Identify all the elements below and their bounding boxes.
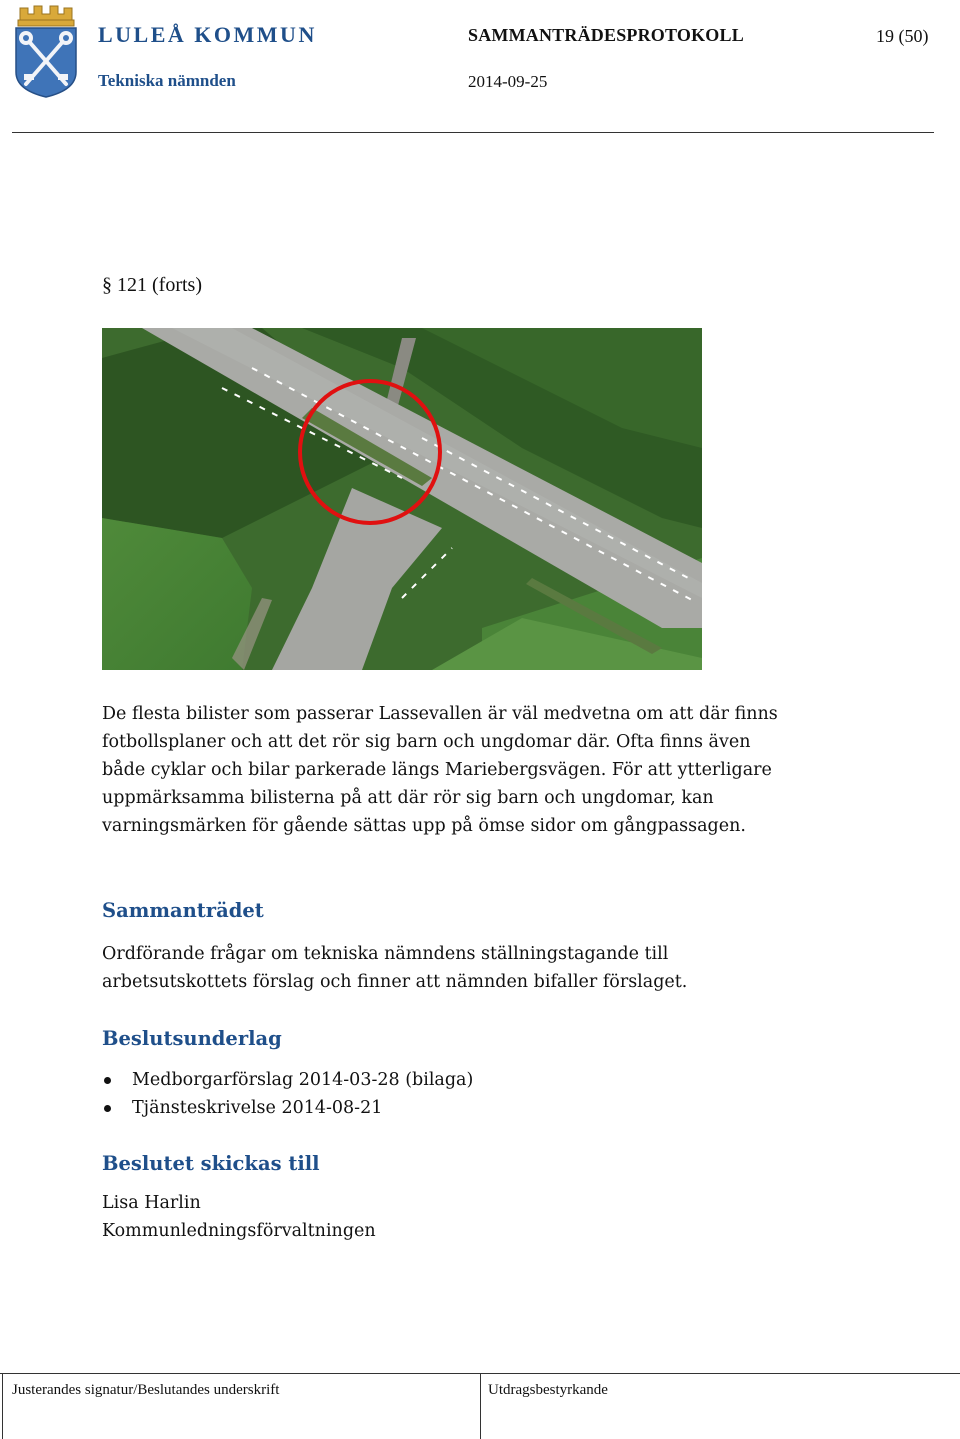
- document-type: SAMMANTRÄDESPROTOKOLL: [468, 25, 744, 45]
- basis-list: [102, 1066, 473, 1122]
- lulea-coat-of-arms-icon: [10, 2, 82, 98]
- list-item: Tjänsteskrivelse 2014-08-21: [102, 1094, 473, 1122]
- heading-sent-to: Beslutet skickas till: [102, 1152, 320, 1175]
- signature-label: Justerandes signatur/Beslutandes underskrift: [12, 1382, 280, 1398]
- header-divider: [12, 132, 934, 133]
- meeting-date: 2014-09-25: [468, 72, 548, 91]
- page-number: 19 (50): [876, 26, 929, 46]
- footer-box-border: [480, 1373, 481, 1439]
- recipient: Kommunledningsförvaltningen: [102, 1221, 376, 1241]
- bullet-icon: [104, 1105, 111, 1112]
- aerial-road-photo: [102, 328, 702, 670]
- organization-name: LULEÅ KOMMUN: [98, 22, 317, 47]
- footer-box-border: [2, 1373, 3, 1439]
- paragraph-background: De flesta bilister som passerar Lassevallen är väl medvetna om att där finns fotbollsplaner och att det rör sig barn och ungdomar där. Ofta finns även både cyklar och bilar parkerade längs Mariebergsvägen. För att ytterligare uppmärksamma bilisterna på att där rör sig barn och ungdomar, kan varningsmärken för gående sättas upp på ömse sidor om gångpassagen.: [102, 704, 778, 836]
- section-reference: § 121 (forts): [102, 274, 202, 296]
- bullet-icon: [104, 1077, 111, 1084]
- certification-label: Utdragsbestyrkande: [488, 1382, 608, 1398]
- paragraph-decision: Ordförande frågar om tekniska nämndens ställningstagande till arbetsutskottets förslag och finner att nämnden bifaller förslaget.: [102, 944, 688, 992]
- heading-meeting: Sammanträdet: [102, 899, 264, 922]
- committee-name: Tekniska nämnden: [98, 71, 236, 90]
- recipient: Lisa Harlin: [102, 1193, 201, 1213]
- list-item: Medborgarförslag 2014-03-28 (bilaga): [102, 1066, 473, 1094]
- heading-basis: Beslutsunderlag: [102, 1027, 282, 1050]
